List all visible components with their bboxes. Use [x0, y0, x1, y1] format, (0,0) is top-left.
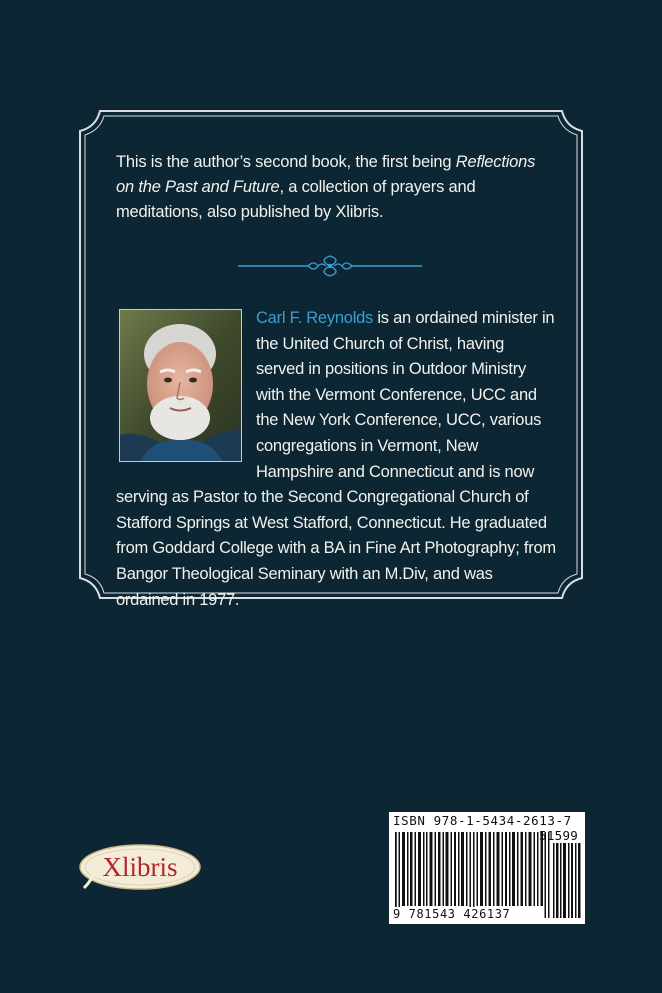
- isbn-number: ISBN 978-1-5434-2613-7: [393, 813, 572, 828]
- publisher-logo-text: Xlibris: [102, 852, 178, 882]
- intro-text-before: This is the author’s second book, the first being: [116, 153, 456, 171]
- ean-digits: 9 781543 426137: [393, 907, 511, 921]
- author-bio: [116, 306, 556, 613]
- isbn-barcode: [389, 812, 585, 924]
- previous-book-title: Reflections on the Past and Future: [116, 153, 536, 196]
- author-name: Carl F. Reynolds: [256, 309, 374, 327]
- author-bio-text: is an ordained minister in the United Church of Christ, having served in positions in Outdoor Ministry with the Vermont Conference, UCC and the New York Conference, UCC, various congregations in Vermont, New Hampshire and Connecticut and is now serving as Pastor to the Second Congregational Church of Stafford Springs at West Stafford, Connecticut. He graduated from Goddard College with a BA in Fine Art Photography; from Bangor Theological Seminary with an M.Div, and was ordained in 1977.: [116, 309, 556, 609]
- price-code: 51599: [539, 828, 579, 843]
- ornament-divider: [238, 254, 422, 278]
- intro-paragraph: [116, 150, 548, 225]
- intro-text-after: , a collection of prayers and meditations, also published by Xlibris.: [116, 178, 476, 221]
- publisher-logo: [78, 842, 204, 897]
